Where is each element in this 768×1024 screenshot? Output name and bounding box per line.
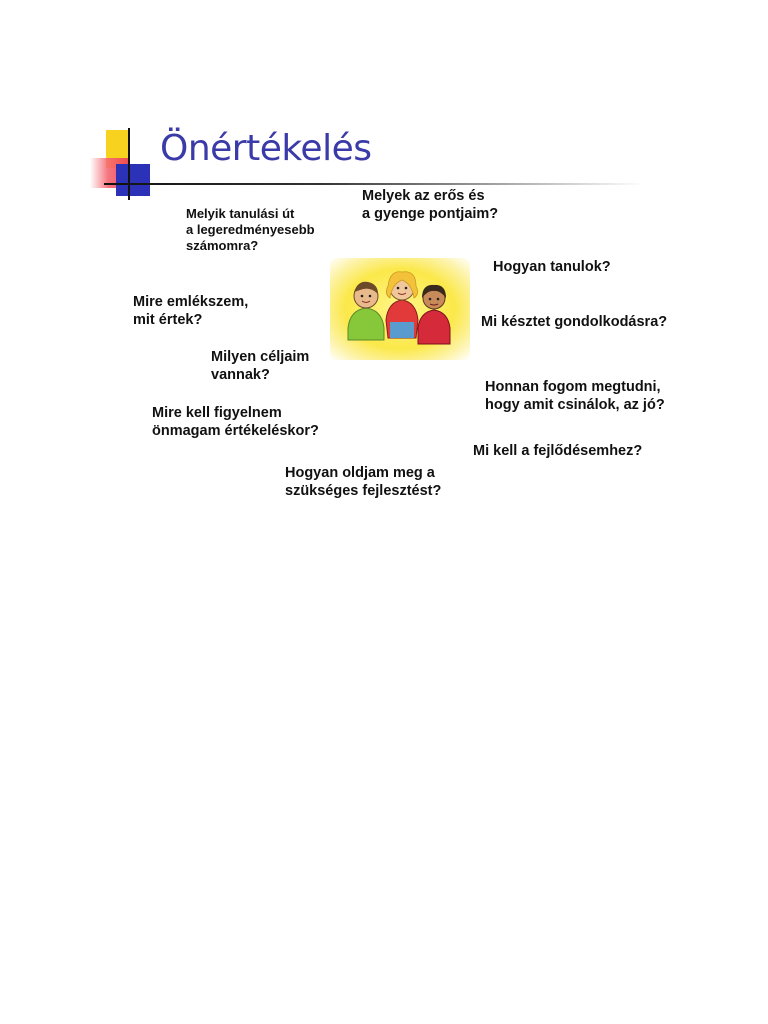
title-underline [104,183,644,185]
question-how-learn: Hogyan tanulok? [493,259,611,275]
slide-title: Önértékelés [160,128,372,169]
question-strengths: Melyek az erős és a gyenge pontjaim? [362,188,499,222]
children-svg [330,258,470,360]
logo-blue-square [116,164,150,196]
question-learning-path: Melyik tanulási út a legeredményesebb számomra? [186,206,315,253]
question-how-know: Honnan fogom megtudni, hogy amit csinálok, az jó? [485,379,665,413]
question-thinking: Mi késztet gondolkodásra? [481,314,668,330]
logo-vertical-line [128,128,130,200]
question-goals: Milyen céljaim vannak? [211,349,310,383]
question-remember: Mire emlékszem, mit értek? [133,294,249,328]
question-development: Mi kell a fejlődésemhez? [473,443,643,459]
three-children-illustration-icon [330,258,470,360]
question-attention: Mire kell figyelnem önmagam értékeléskor? [152,405,319,439]
question-solve: Hogyan oldjam meg a szükséges fejlesztést? [285,465,442,499]
